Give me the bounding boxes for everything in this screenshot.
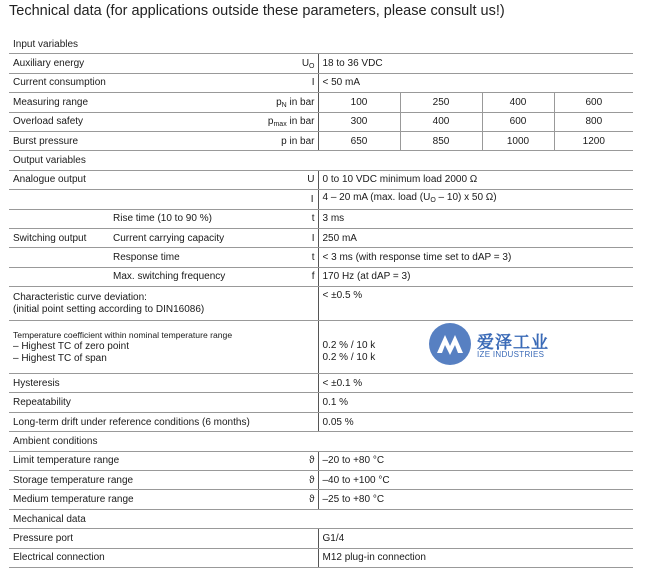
row-label: Auxiliary energy — [13, 58, 85, 70]
section-label: Ambient conditions — [9, 432, 633, 451]
sym-cell — [109, 228, 318, 247]
row-characteristic-curve — [9, 287, 633, 321]
sym-cell — [9, 112, 318, 131]
row-value: < 3 ms (with response time set to dAP = 3) — [318, 248, 633, 267]
row-label: Long-term drift under reference conditions (6 months) — [9, 412, 318, 431]
row-response-time — [9, 248, 633, 267]
sym-cell — [9, 93, 318, 112]
symbol: f — [311, 271, 315, 283]
value-cell: 1000 — [482, 131, 554, 150]
symbol: $p_N$ in bar — [276, 96, 315, 109]
row-value: 170 Hz (at dAP = 3) — [318, 267, 633, 286]
value-cell: 100 — [318, 93, 400, 112]
row-analogue-output-current — [9, 190, 633, 209]
row-analogue-output — [9, 170, 633, 189]
sym-cell — [109, 248, 318, 267]
symbol: I — [311, 77, 315, 89]
section-label: Input variables — [9, 35, 633, 54]
watermark-subtext: IZE INDUSTRIES — [477, 350, 545, 359]
symbol: $p_{max}$ in bar — [267, 116, 315, 129]
empty-cell — [9, 248, 109, 267]
row-rise-time — [9, 209, 633, 228]
label-line: Characteristic curve deviation: — [13, 291, 147, 303]
section-label: Output variables — [9, 151, 633, 170]
row-hysteresis — [9, 374, 633, 393]
row-label — [9, 321, 318, 374]
sym-cell — [9, 490, 318, 509]
symbol: ϑ — [309, 474, 315, 486]
row-limit-temperature — [9, 451, 633, 470]
section-label: Mechanical data — [9, 509, 633, 528]
row-long-term-drift — [9, 412, 633, 431]
empty-cell — [9, 209, 109, 228]
row-label: Electrical connection — [9, 548, 318, 567]
row-label: Analogue output — [13, 174, 86, 186]
section-output-variables — [9, 151, 633, 170]
row-label: Pressure port — [9, 529, 318, 548]
value-cell: 250 — [400, 93, 482, 112]
label-line: Temperature coefficient within nominal temperature range — [13, 330, 233, 341]
row-sublabel: Rise time (10 to 90 %) — [113, 213, 212, 225]
value-cell: 600 — [554, 93, 633, 112]
watermark-logo-icon — [428, 322, 472, 366]
value-cell: 800 — [554, 112, 633, 131]
value-cell: 600 — [482, 112, 554, 131]
row-label: Storage temperature range — [13, 474, 134, 486]
row-value: < ±0.5 % — [318, 287, 633, 321]
row-label: Overload safety — [13, 116, 84, 128]
symbol: I — [9, 190, 318, 209]
row-label: Measuring range — [13, 96, 89, 108]
row-value — [318, 321, 633, 374]
page-title: Technical data (for applications outside these parameters, please consult us!) — [9, 3, 505, 19]
value-cell: 650 — [318, 131, 400, 150]
value-cell: 850 — [400, 131, 482, 150]
row-sublabel: Response time — [113, 251, 180, 263]
row-overload-safety — [9, 112, 633, 131]
row-value: 18 to 36 VDC — [318, 54, 633, 73]
row-value: < 50 mA — [318, 73, 633, 92]
symbol: t — [311, 251, 315, 263]
row-value: –25 to +80 °C — [318, 490, 633, 509]
row-label: Burst pressure — [13, 135, 79, 147]
watermark-text: 爱泽工业 — [477, 333, 549, 352]
row-current-carrying-capacity — [9, 228, 633, 247]
value-line: 0.2 % / 10 k — [322, 340, 376, 352]
label-line: (initial point setting according to DIN16086) — [13, 303, 205, 315]
row-value: 0 to 10 VDC minimum load 2000 Ω — [318, 170, 633, 189]
empty-cell — [9, 267, 109, 286]
row-value: 0.05 % — [318, 412, 633, 431]
row-value: G1/4 — [318, 529, 633, 548]
row-label: Medium temperature range — [13, 494, 134, 506]
row-electrical-connection — [9, 548, 633, 567]
symbol: I — [311, 232, 315, 244]
row-value: –20 to +80 °C — [318, 451, 633, 470]
sym-cell — [109, 209, 318, 228]
symbol: ϑ — [309, 455, 315, 467]
value-cell: 300 — [318, 112, 400, 131]
section-mechanical-data — [9, 509, 633, 528]
technical-data-table — [9, 35, 633, 568]
row-sublabel: Current carrying capacity — [113, 232, 225, 244]
value-cell: 400 — [400, 112, 482, 131]
section-ambient-conditions — [9, 432, 633, 451]
row-auxiliary-energy — [9, 54, 633, 73]
row-measuring-range — [9, 93, 633, 112]
row-value: < ±0.1 % — [318, 374, 633, 393]
row-label: Limit temperature range — [13, 455, 120, 467]
sym-cell — [9, 471, 318, 490]
row-medium-temperature — [9, 490, 633, 509]
value-line: 0.2 % / 10 k — [322, 352, 376, 364]
symbol: ϑ — [309, 494, 315, 506]
row-label: Hysteresis — [9, 374, 318, 393]
row-value: 250 mA — [318, 228, 633, 247]
sym-cell — [109, 267, 318, 286]
symbol: p in bar — [281, 135, 315, 147]
row-label: Current consumption — [13, 77, 106, 89]
row-label: Repeatability — [9, 393, 318, 412]
symbol: $U_O$ — [301, 58, 315, 71]
row-repeatability — [9, 393, 633, 412]
value-cell: 1200 — [554, 131, 633, 150]
sym-cell — [9, 170, 318, 189]
row-value: M12 plug-in connection — [318, 548, 633, 567]
row-value: 3 ms — [318, 209, 633, 228]
sym-cell — [9, 54, 318, 73]
row-storage-temperature — [9, 471, 633, 490]
label-line: – Highest TC of zero point — [13, 341, 129, 353]
row-label — [9, 287, 318, 321]
value-cell: 400 — [482, 93, 554, 112]
row-value: 4 – 20 mA (max. load $(U_O - 10)$ x 50 Ω) — [318, 190, 633, 209]
sym-cell — [9, 451, 318, 470]
row-value: –40 to +100 °C — [318, 471, 633, 490]
row-burst-pressure — [9, 131, 633, 150]
section-input-variables — [9, 35, 633, 54]
row-pressure-port — [9, 529, 633, 548]
symbol: U — [307, 174, 315, 186]
symbol: t — [311, 213, 315, 225]
row-value: 0.1 % — [318, 393, 633, 412]
row-current-consumption — [9, 73, 633, 92]
row-sublabel: Max. switching frequency — [113, 271, 226, 283]
row-max-switching-frequency — [9, 267, 633, 286]
sym-cell — [9, 131, 318, 150]
sym-cell — [9, 73, 318, 92]
label-line: – Highest TC of span — [13, 353, 107, 365]
row-label: Switching output — [9, 228, 109, 247]
